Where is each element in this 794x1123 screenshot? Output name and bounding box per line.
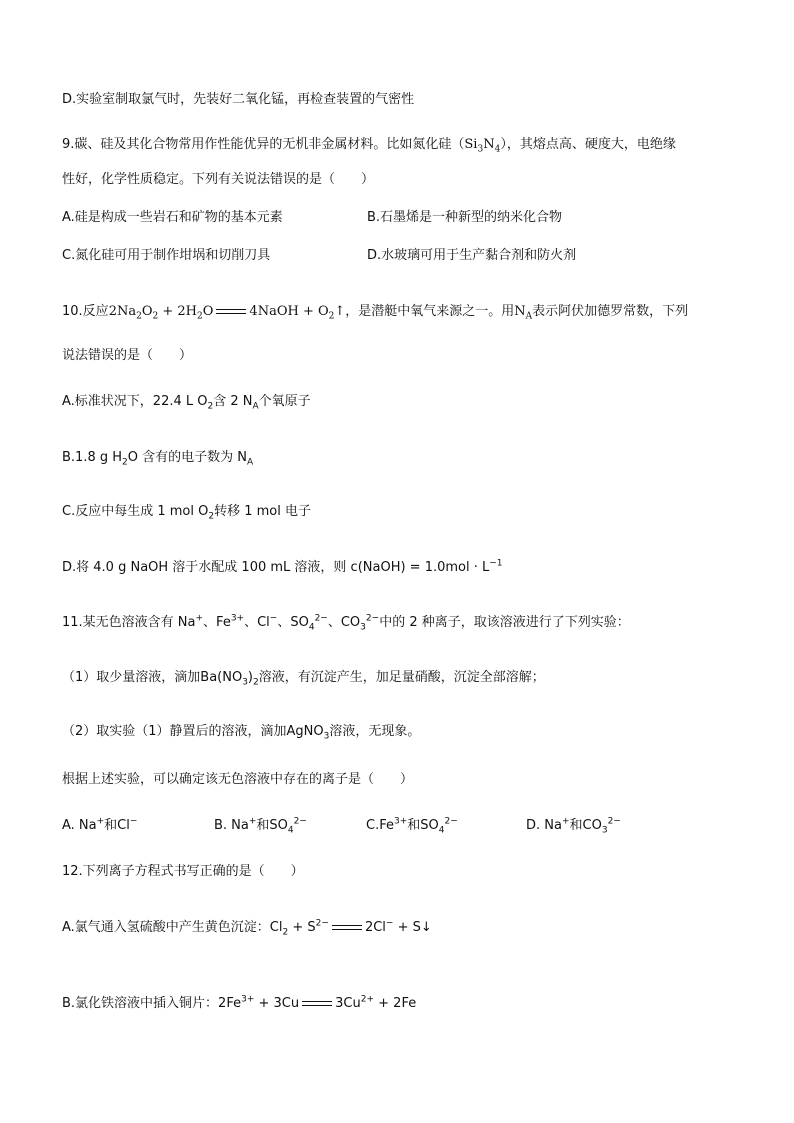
q9-stem-line2: 性好，化学性质稳定。下列有关说法错误的是（ ）: [62, 172, 375, 187]
q9-stem-line1: [62, 135, 676, 155]
equals-sign-icon: [332, 925, 362, 930]
q10-stem-line2: 说法错误的是（ ）: [62, 348, 193, 363]
q11-option-a: A. Na+和Cl−: [62, 816, 138, 833]
equals-sign-icon: [216, 309, 246, 314]
q9-option-d: D.水玻璃可用于生产黏合剂和防火剂: [367, 248, 577, 263]
q9-stem-text-b: ），其熔点高、硬度大，电绝缘: [500, 137, 676, 152]
q9-option-b: B.石墨烯是一种新型的纳米化合物: [367, 210, 563, 225]
q11-option-d: D. Na+和$CO_3^{2-}$: [526, 816, 621, 836]
reaction-equation: $2Na_2O_2 + 2H_2O$ 4NaOH + $O_2↑$: [108, 304, 346, 322]
q10-option-b: B.1.8 g $H_2O$ 含有的电子数为 $N_A$: [62, 450, 254, 468]
formula-si3n4: $Si_3N_4$: [464, 137, 501, 155]
q9-option-c: C.氮化硅可用于制作坩埚和切削刀具: [62, 248, 271, 263]
q11-question: 根据上述实验，可以确定该无色溶液中存在的离子是（ ）: [62, 772, 414, 787]
q10-option-c: C.反应中每生成 1 mol $O_2$转移 1 mol 电子: [62, 504, 311, 522]
q11-option-b: B. Na+和$SO_4^{2-}$: [214, 816, 307, 836]
q10-stem-line1: 10.反应$2Na_2O_2 + 2H_2O$ 4NaOH + $O_2↑$，是潜艇中氧气来源之一。用$N_A$表示阿伏加德罗常数，下列: [62, 304, 689, 322]
q9-stem-text-a: 9.碳、硅及其化合物常用作性能优异的无机非金属材料。比如氮化硅（: [62, 137, 465, 152]
gas-arrow-icon: ↑: [334, 304, 346, 319]
q11-stem: 11.某无色溶液含有 Na+、$Fe^{3+}$、Cl−、$SO_4^{2-}$、$CO_3^{2-}$中的 2 种离子，取该溶液进行了下列实验：: [62, 613, 630, 633]
q12-option-b: B.氯化铁溶液中插入铜片：$2Fe^{3+} + 3Cu$ $3Cu^{2+} + 2Fe$: [62, 994, 417, 1011]
q11-step-2: （2）取实验（1）静置后的溶液，滴加AgNO$_3$溶液，无现象。: [62, 724, 421, 742]
q8-option-d: D.实验室制取氯气时，先装好二氧化锰，再检查装置的气密性: [62, 92, 415, 107]
q10-option-a: A.标准状况下，22.4 L $O_2$含 2 $N_A$个氧原子: [62, 394, 311, 412]
q11-step-1: （1）取少量溶液，滴加$Ba(NO_3)_2$溶液，有沉淀产生，加足量硝酸，沉淀全部溶解；: [62, 670, 545, 688]
equals-sign-icon: [302, 1001, 332, 1006]
q9-option-a: A.硅是构成一些岩石和矿物的基本元素: [62, 210, 283, 225]
q12-stem: 12.下列离子方程式书写正确的是（ ）: [62, 864, 304, 879]
q10-option-d: D.将 4.0 g NaOH 溶于水配成 100 mL 溶液，则 c(NaOH) = $1.0mol \cdot L^{-1}$: [62, 558, 503, 575]
q12-option-a: A.氯气通入氢硫酸中产生黄色沉淀：$Cl_2 + S^{2-}$ 2Cl− + S↓: [62, 918, 432, 938]
q11-option-c: $C.Fe^{3+}$和$SO_4^{2-}$: [366, 816, 458, 836]
